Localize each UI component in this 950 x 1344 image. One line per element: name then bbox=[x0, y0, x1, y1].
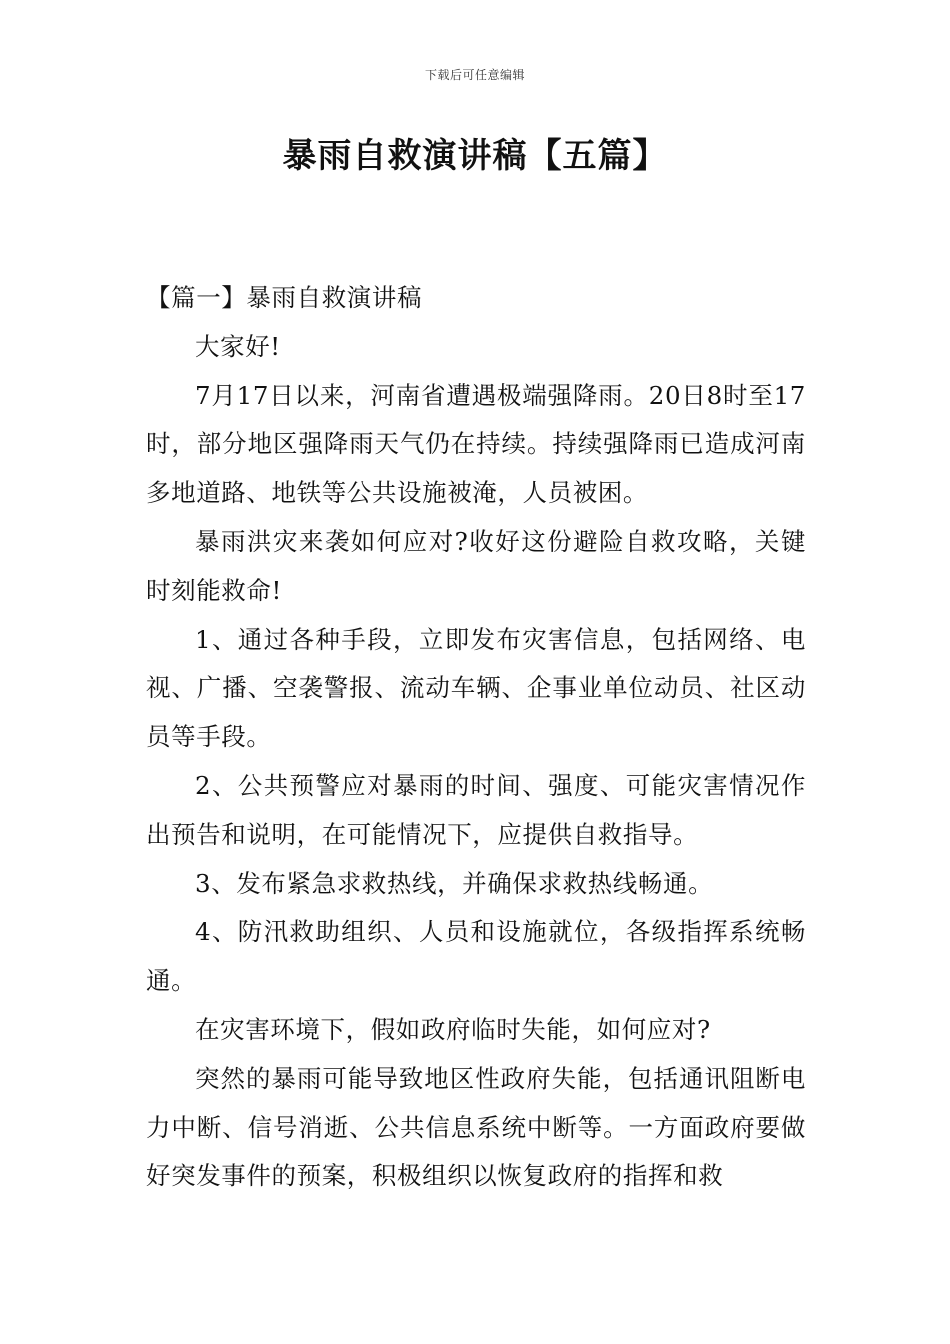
paragraph-government: 突然的暴雨可能导致地区性政府失能，包括通讯阻断电力中断、信号消逝、公共信息系统中断等。一方面政府要做好突发事件的预案，积极组织以恢复政府的指挥和救 bbox=[146, 1063, 806, 1191]
document-body bbox=[146, 274, 806, 1201]
paragraph-question: 在灾害环境下，假如政府临时失能，如何应对? bbox=[195, 1014, 711, 1044]
header-note: 下载后可任意编辑 bbox=[424, 68, 525, 82]
paragraph-greeting: 大家好! bbox=[195, 331, 281, 361]
document-title: 暴雨自救演讲稿【五篇】 bbox=[282, 136, 668, 176]
paragraph-item-3: 3、发布紧急求救热线，并确保求救热线畅通。 bbox=[195, 868, 714, 898]
paragraph-item-1: 1、通过各种手段，立即发布灾害信息，包括网络、电视、广播、空袭警报、流动车辆、企事业单位动员、社区动员等手段。 bbox=[146, 624, 806, 752]
paragraph-background: 7月17日以来，河南省遭遇极端强降雨。20日8时至17时，部分地区强降雨天气仍在持续。持续强降雨已造成河南多地道路、地铁等公共设施被淹，人员被困。 bbox=[146, 380, 806, 508]
paragraph-item-4: 4、防汛救助组织、人员和设施就位，各级指挥系统畅通。 bbox=[146, 917, 806, 996]
section-heading: 【篇一】暴雨自救演讲稿 bbox=[146, 283, 423, 312]
paragraph-item-2: 2、公共预警应对暴雨的时间、强度、可能灾害情况作出预告和说明，在可能情况下，应提供自救指导。 bbox=[146, 770, 806, 849]
paragraph-intro: 暴雨洪灾来袭如何应对?收好这份避险自救攻略，关键时刻能救命! bbox=[146, 526, 806, 605]
